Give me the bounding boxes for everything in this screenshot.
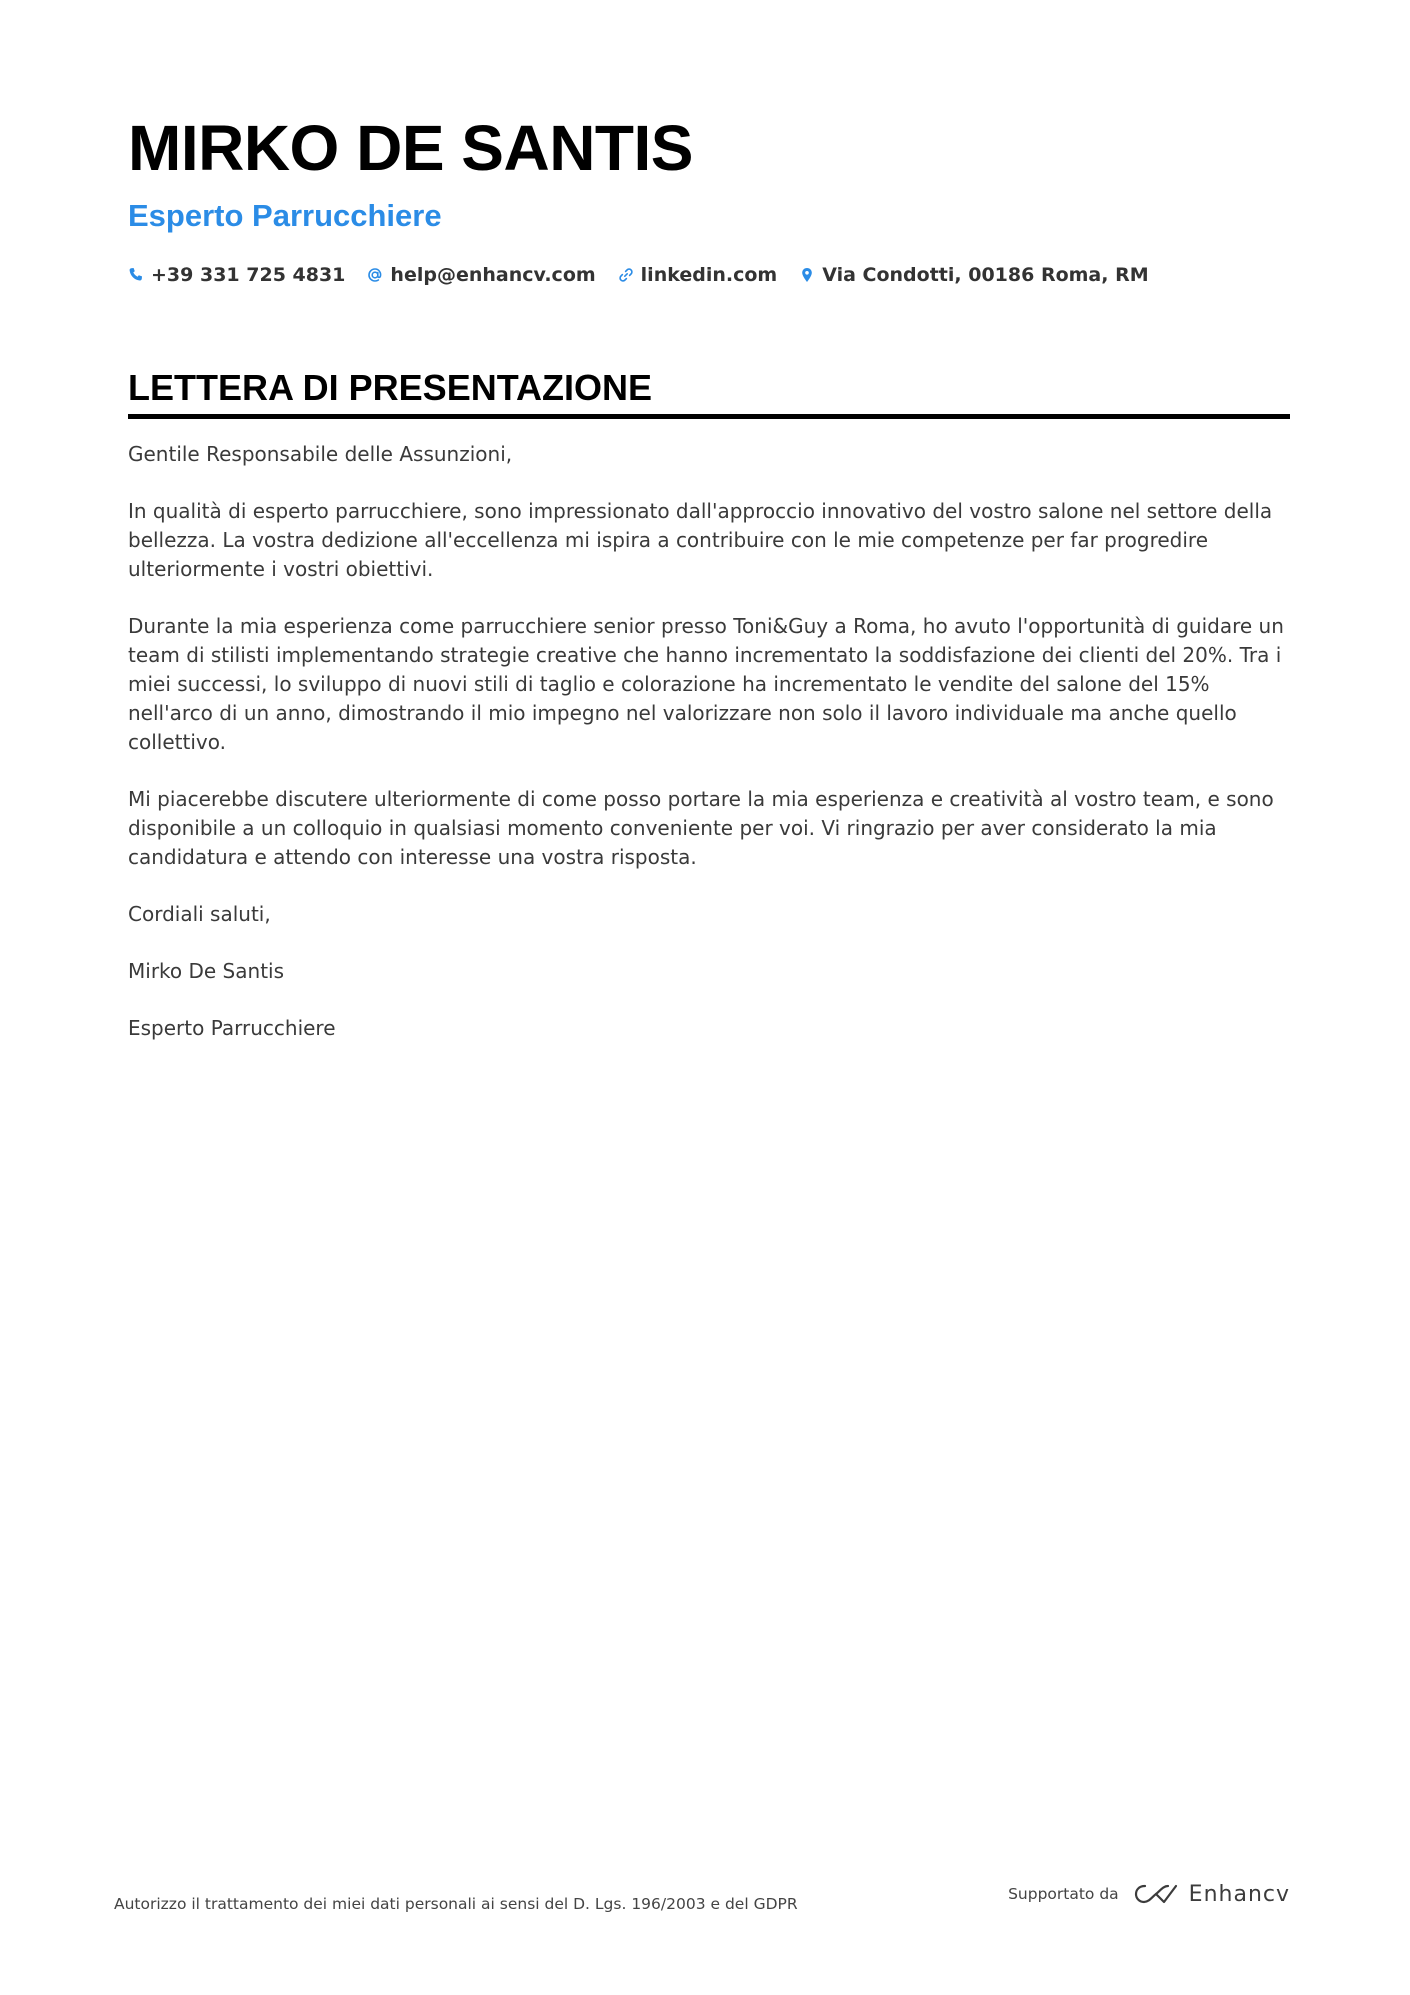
contact-phone [128,264,345,286]
letter-closing: Cordiali saluti, [128,902,271,926]
phone-text[interactable]: +39 331 725 4831 [151,264,346,286]
letter-greeting: Gentile Responsabile delle Assunzioni, [128,442,513,466]
enhancv-logo-icon [1133,1880,1179,1908]
contact-address [799,264,1148,286]
location-pin-icon [799,267,815,283]
letter-paragraph-3: Mi piacerebbe discutere ulteriormente di come posso portare la mia esperienza e creatività al vostro team, e sono disponibile a un colloquio in qualsiasi momento conveniente per voi. Vi ringrazio per aver considerato la mia candidatura e attendo con interesse una vostra risposta. [128,787,1274,869]
contact-email [367,264,595,286]
letter-body [128,440,1292,1071]
letter-paragraph-2: Durante la mia esperienza come parrucchiere senior presso Toni&Guy a Roma, ho avuto l'opportunità di guidare un team di stilisti implementando strategie creative che hanno incrementato la soddisfazione dei clienti del 20%. Tra i miei successi, lo sviluppo di nuovi stili di taglio e colorazione ha incrementato le vendite del salone del 15% nell'arco di un anno, dimostrando il mio impegno nel valorizzare non solo il lavoro individuale ma anche quello collettivo. [128,614,1284,754]
supported-by-label: Supportato da [1008,1885,1119,1903]
section-title: LETTERA DI PRESENTAZIONE [128,367,653,408]
at-icon [367,267,383,283]
letter-signature-title: Esperto Parrucchiere [128,1016,336,1040]
footer-consent: Autorizzo il trattamento dei miei dati personali ai sensi del D. Lgs. 196/2003 e del GDPR [114,1895,798,1913]
section-divider [128,414,1290,419]
header [128,108,1288,290]
linkedin-text[interactable]: linkedin.com [640,264,778,286]
brand-name: Enhancv [1188,1881,1290,1907]
footer-branding[interactable] [1008,1880,1290,1908]
contact-linkedin [618,264,778,286]
email-text[interactable]: help@enhancv.com [390,264,596,286]
candidate-title: Esperto Parrucchiere [128,198,442,233]
contact-bar [128,260,1288,290]
link-icon [618,267,634,283]
address-text: Via Condotti, 00186 Roma, RM [822,264,1149,286]
phone-icon [128,267,144,283]
letter-paragraph-1: In qualità di esperto parrucchiere, sono impressionato dall'approccio innovativo del vostro salone nel settore della bellezza. La vostra dedizione all'eccellenza mi ispira a contribuire con le mie competenze per far progredire ulteriormente i vostri obiettivi. [128,499,1273,581]
candidate-name: MIRKO DE SANTIS [128,112,693,184]
brand-logo [1133,1880,1290,1908]
section-header [128,364,1290,419]
letter-signature-name: Mirko De Santis [128,959,285,983]
